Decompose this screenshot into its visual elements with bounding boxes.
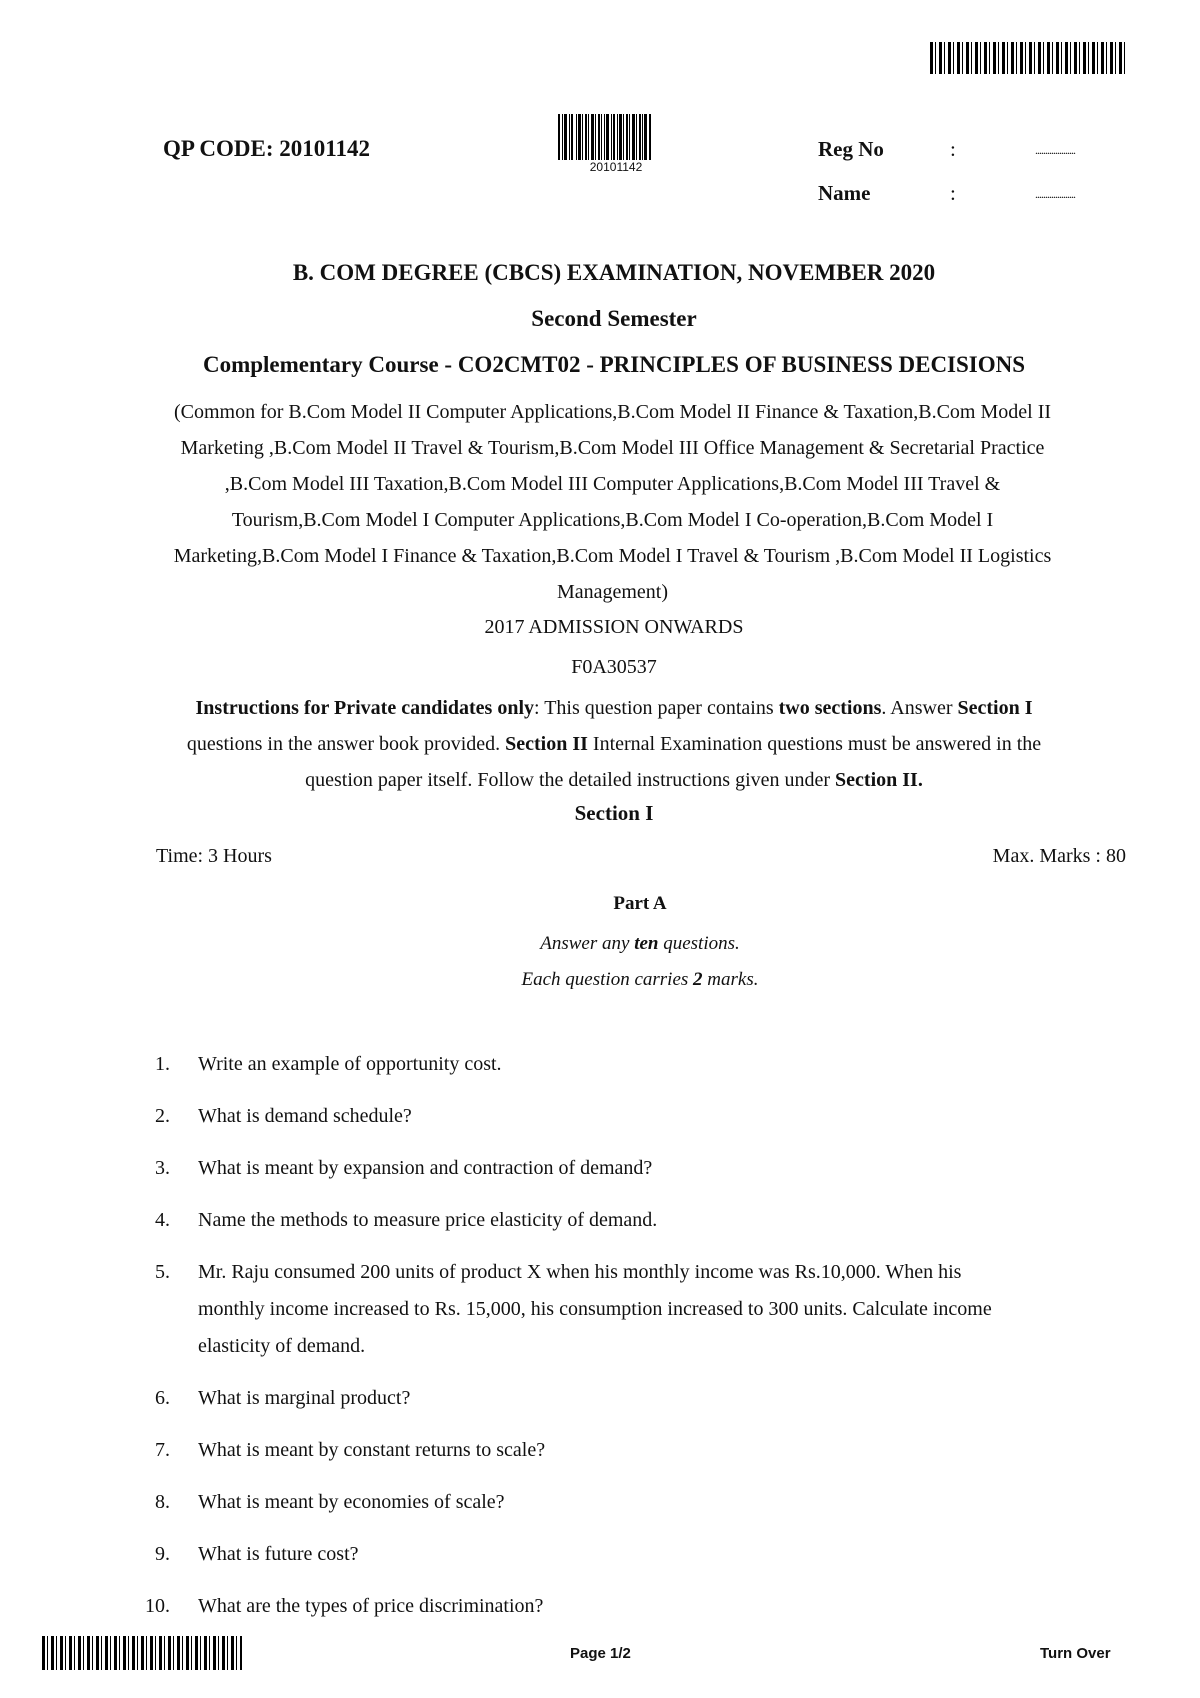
common-line: Tourism,B.Com Model I Computer Applications,B.Com Model I Co-operation,B.Com Model I — [231, 509, 994, 531]
marks-instruction — [40, 969, 1200, 991]
question-text: What is marginal product? — [198, 1387, 411, 1409]
answer-pre: Answer any — [540, 933, 635, 954]
each-bold: 2 — [693, 969, 703, 990]
question-number: 5. — [155, 1261, 170, 1283]
part-heading: Part A — [613, 893, 667, 914]
question-text: What is demand schedule? — [198, 1105, 412, 1127]
semester: Second Semester — [531, 306, 697, 331]
question-number: 3. — [155, 1157, 170, 1179]
time-label: Time: 3 Hours — [156, 845, 272, 867]
question-text: What is meant by constant returns to scale? — [198, 1439, 546, 1461]
answer-bold: ten — [634, 933, 659, 954]
name-label: Name — [818, 181, 871, 205]
exam-code: F0A30537 — [571, 656, 657, 678]
turn-over: Turn Over — [1040, 1645, 1111, 1662]
question-number: 4. — [155, 1209, 170, 1231]
question-item — [140, 1254, 1120, 1365]
top-right-barcode — [930, 42, 1126, 74]
instr-text-2: : This question paper contains — [534, 697, 779, 719]
question-text: What is meant by economies of scale? — [198, 1491, 505, 1513]
common-line: Marketing ,B.Com Model II Travel & Tourism,B.Com Model III Office Management & Secretarial Practice — [180, 437, 1045, 459]
max-marks-label: Max. Marks : 80 — [992, 845, 1126, 867]
question-number: 9. — [155, 1543, 170, 1565]
exam-title: B. COM DEGREE (CBCS) EXAMINATION, NOVEMBER 2020 — [292, 260, 936, 285]
instruction-line-1 — [110, 690, 1118, 726]
question-number: 2. — [155, 1105, 170, 1127]
instruction-line-3 — [110, 762, 1118, 798]
question-text: What is meant by expansion and contraction of demand? — [198, 1157, 653, 1179]
question-line: Mr. Raju consumed 200 units of product X when his monthly income was Rs.10,000. When his — [198, 1261, 962, 1283]
instr-text-4: . Answer — [881, 697, 958, 719]
each-post: marks. — [702, 969, 759, 990]
answer-instruction — [40, 933, 1200, 955]
instruction-line-2 — [110, 726, 1118, 762]
question-number: 10. — [145, 1595, 170, 1617]
instr-bold-10: Section II. — [835, 769, 923, 791]
reg-no-label: Reg No — [818, 137, 884, 161]
qp-code: QP CODE: 20101142 — [163, 136, 371, 161]
question-number: 8. — [155, 1491, 170, 1513]
admission: 2017 ADMISSION ONWARDS — [484, 616, 744, 638]
common-for — [100, 394, 1125, 610]
question-number: 7. — [155, 1439, 170, 1461]
course-title: Complementary Course - CO2CMT02 - PRINCIPLES OF BUSINESS DECISIONS — [202, 352, 1026, 377]
question-line: monthly income increased to Rs. 15,000, his consumption increased to 300 units. Calculate income — [198, 1298, 992, 1320]
section-heading: Section I — [574, 801, 654, 825]
common-line: (Common for B.Com Model II Computer Applications,B.Com Model II Finance & Taxation,B.Com Model II — [173, 401, 1052, 423]
instr-bold-7: Section II — [505, 733, 588, 755]
instr-bold-5: Section I — [957, 697, 1033, 719]
question-text: What is future cost? — [198, 1543, 359, 1565]
common-line: Management) — [556, 581, 669, 603]
question-text: Write an example of opportunity cost. — [198, 1053, 502, 1075]
each-pre: Each question carries — [521, 969, 694, 990]
question-text: Name the methods to measure price elasticity of demand. — [198, 1209, 658, 1231]
name-field: .................... — [1035, 187, 1075, 201]
bottom-left-barcode — [42, 1636, 242, 1670]
instructions — [110, 690, 1118, 798]
instr-text-8: Internal Examination questions must be answered in the — [587, 733, 1042, 755]
common-line: ,B.Com Model III Taxation,B.Com Model III Computer Applications,B.Com Model III Travel & — [224, 473, 1001, 495]
reg-no-colon: : — [950, 137, 956, 161]
question-number: 1. — [155, 1053, 170, 1075]
answer-post: questions. — [658, 933, 740, 954]
reg-no-field: .................... — [1035, 143, 1075, 157]
common-line: Marketing,B.Com Model I Finance & Taxation,B.Com Model I Travel & Tourism ,B.Com Model II Logistics — [173, 545, 1052, 567]
question-line: elasticity of demand. — [198, 1335, 366, 1357]
question-text — [198, 1254, 1118, 1365]
name-colon: : — [950, 181, 956, 205]
instr-bold-1: Instructions for Private candidates only — [195, 697, 535, 719]
qp-barcode-number: 20101142 — [589, 160, 643, 174]
instr-text-9: question paper itself. Follow the detailed instructions given under — [305, 769, 836, 791]
question-text: What are the types of price discrimination? — [198, 1595, 544, 1617]
instr-bold-3: two sections — [778, 697, 882, 719]
qp-barcode — [558, 114, 674, 160]
instr-text-6: questions in the answer book provided. — [186, 733, 506, 755]
question-number: 6. — [155, 1387, 170, 1409]
page-number: Page 1/2 — [570, 1645, 631, 1662]
